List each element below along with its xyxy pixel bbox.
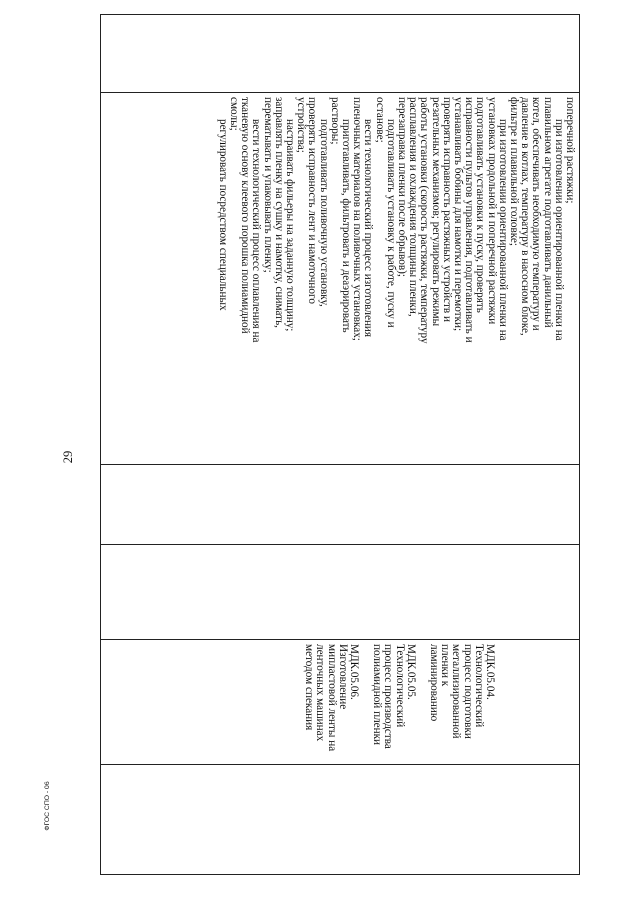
- requirement-line: работы установки (скорость растяжки, температуру: [418, 97, 431, 344]
- requirement-line: подготавливать установку к работе, пуску и: [384, 119, 397, 328]
- requirement-line: подготавливать установки к пуску, проверять: [474, 97, 487, 313]
- mdk-title-line: мипластовой ленты на: [325, 644, 338, 752]
- requirement-line: тканевую основу клеевого порошка полиамидной: [239, 97, 252, 334]
- requirement-line: растворы;: [328, 97, 341, 145]
- mdk-title-line: процесс подготовки: [461, 644, 474, 739]
- mdk-code: МДК.05.06.: [347, 644, 360, 700]
- requirement-line: проверять исправность лент и намоточного: [306, 97, 319, 304]
- requirement-line: расплавления и охлаждения толщины пленки,: [407, 97, 420, 317]
- requirement-line: поперечной растяжки;: [564, 97, 576, 204]
- footer-code: ФГОС СПО - 06: [44, 781, 51, 831]
- requirement-line: перезаправка пленки после обрывов);: [395, 97, 408, 277]
- mdk-title-line: Изготовление: [336, 644, 349, 710]
- requirement-line: смолы;: [227, 97, 240, 131]
- requirement-line: подготавливать поливочную установку,: [317, 119, 330, 307]
- requirement-line: котел, обеспечивать необходимую температуру и: [530, 97, 543, 331]
- requirement-line: исправности пультов управления, подготавливать и: [463, 97, 476, 343]
- empty-cell-competences: [101, 765, 580, 875]
- page-number: 29: [61, 450, 75, 464]
- mdk-list: [288, 640, 579, 764]
- requirement-line: регулировать посредством специальных: [216, 119, 229, 311]
- mdk-title-line: металлизированной: [450, 644, 463, 739]
- requirement-line: вести технологический процесс изготовления: [362, 119, 375, 338]
- requirement-line: останове;: [373, 97, 386, 143]
- mdk-title-line: пленки к: [439, 644, 452, 687]
- curriculum-table-rotated: [100, 14, 580, 874]
- requirement-line: пленочных материалов на поливочных установках;: [351, 97, 364, 341]
- mdk-cell: [101, 640, 580, 765]
- requirement-line: устанавливать бобины для намотки и перемотки;: [451, 97, 464, 332]
- mdk-entry: [303, 644, 359, 760]
- requirements-text: [214, 93, 580, 464]
- mdk-title-line: Технологический: [393, 644, 406, 728]
- requirement-line: плавильном агрегате подготавливать данильный: [541, 97, 554, 328]
- mdk-title-line: полиамидной пленки: [371, 644, 384, 746]
- mdk-code: МДК.05.04.: [484, 644, 496, 700]
- mdk-entry: [428, 644, 495, 760]
- empty-cell-hours-max: [101, 465, 580, 545]
- requirement-line: вести технологический процесс оплавления на: [250, 119, 263, 343]
- requirement-line: устройства;: [295, 97, 308, 153]
- mdk-title-line: методом спекания: [303, 644, 316, 731]
- requirements-cell: [101, 93, 580, 465]
- requirement-line: давление в котлах, температуру в насосном блоке,: [519, 97, 532, 336]
- mdk-entry: [371, 644, 416, 760]
- mdk-title-line: Технологический: [472, 644, 485, 728]
- requirement-line: резательных механизмов; регулировать режимы: [429, 97, 442, 327]
- curriculum-table: [100, 14, 580, 875]
- requirement-line: при изготовлении ориентированной пленки на: [496, 119, 509, 341]
- mdk-title-line: процесс производства: [382, 644, 395, 749]
- mdk-title-line: ленточных машинах: [314, 644, 327, 742]
- requirement-line: установках продольной и поперечной растяжки: [485, 97, 498, 325]
- table-row: [101, 15, 580, 875]
- requirement-line: проверять исправность растяжных устройств и: [440, 97, 453, 322]
- requirement-line: фильтре и плавильной головке;: [507, 97, 520, 246]
- empty-cell-hours-class: [101, 545, 580, 640]
- requirement-line: настраивать фильеры на заданную толщину;: [283, 119, 296, 332]
- empty-cell-index: [101, 15, 580, 93]
- requirement-line: при изготовлении ориентированной пленки на: [552, 119, 565, 341]
- requirement-line: заправлять пленку на сушку и намотку, снимать,: [272, 97, 285, 328]
- requirement-line: приготавливать, фильтровать и деаэрировать: [339, 119, 352, 333]
- mdk-code: МДК.05.05.: [404, 644, 417, 700]
- requirement-line: перематывать и упаковывать пленку;: [261, 97, 274, 273]
- mdk-title-line: ламинированию: [427, 644, 440, 722]
